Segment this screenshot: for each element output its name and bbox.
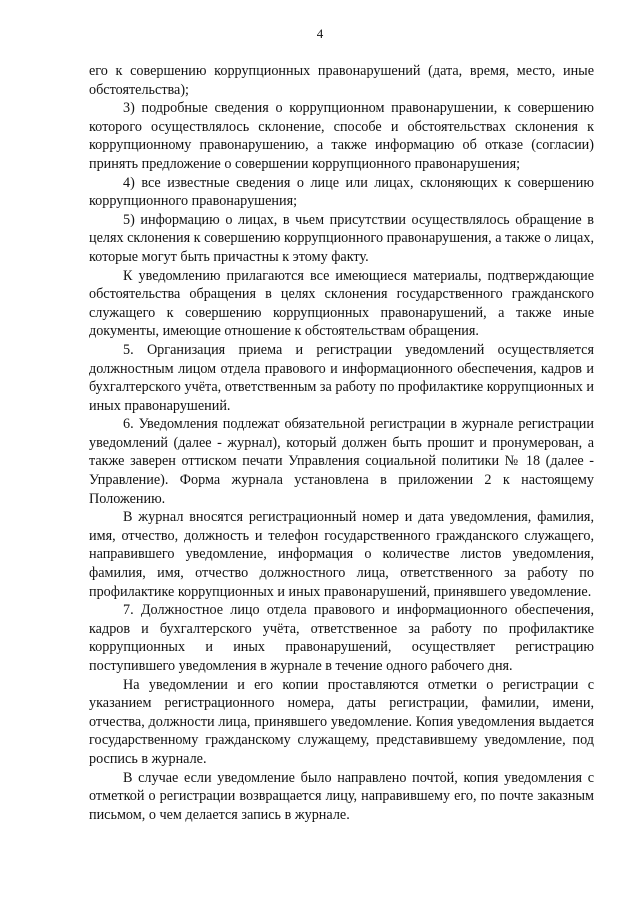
paragraph-attachments: К уведомлению прилагаются все имеющиеся материалы, подтверждающие обстоятельства обращения в целях склонения государственного гражданского служащего к совершению коррупционных правонарушений, а также иные документы, имеющие отношение к обстоятельствам обращения. [89,267,594,340]
paragraph-registration-marks: На уведомлении и его копии проставляются отметки о регистрации с указанием регистрационного номера, даты регистрации, фамилии, имени, отчества, должности лица, принявшего уведомление. Копия уведомления выдается государственному гражданскому служащему, представившему уведомление, под роспись в журнале. [89,676,594,767]
paragraph-postal-case: В случае если уведомление было направлено почтой, копия уведомления с отметкой о регистрации возвращается лицу, направившему его, по почте заказным письмом, о чем делается запись в журнале. [89,769,594,823]
paragraph-item-4: 4) все известные сведения о лице или лицах, склоняющих к совершению коррупционного правонарушения; [89,174,594,210]
paragraph-clause-6: 6. Уведомления подлежат обязательной регистрации в журнале регистрации уведомлений (далее - журнал), который должен быть прошит и пронумерован, а также заверен оттиском печати Управления социальной политики № 18 (далее - Управление). Форма журнала установлена в приложении 2 к настоящему Положению. [89,416,594,507]
page-number: 4 [316,26,324,41]
paragraph-clause-7: 7. Должностное лицо отдела правового и информационного обеспечения, кадров и бухгалтерского учёта, ответственное за работу по профилактике коррупционных и иных правонарушений, осуществляет регистрацию поступившего уведомления в журнале в течение одного рабочего дня. [89,602,594,674]
paragraph-continuation: его к совершению коррупционных правонарушений (дата, время, место, иные обстоятельства); [89,63,594,98]
paragraph-clause-5: 5. Организация приема и регистрации уведомлений осуществляется должностным лицом отдела правового и информационного обеспечения, кадров и бухгалтерского учёта, ответственным за работу по профилактике коррупционных и иных правонарушений. [89,341,594,414]
paragraph-item-5: 5) информацию о лицах, в чьем присутствии осуществлялось обращение в целях склонения к совершению коррупционного правонарушения, а также о лицах, которые могут быть причастны к этому факту. [89,211,594,265]
paragraph-journal-entries: В журнал вносятся регистрационный номер и дата уведомления, фамилия, имя, отчество, должность и телефон государственного гражданского служащего, направившего уведомление, информация о количестве листов уведомления, фамилия, имя, отчество должностного лица, ответственного за работу по профилактике коррупционных и иных правонарушений, принявшего уведомление. [89,509,594,600]
document-body [89,62,594,824]
paragraph-item-3: 3) подробные сведения о коррупционном правонарушении, к совершению которого осуществлялось склонение, способе и обстоятельствах склонения к коррупционному правонарушению, а также информацию об отказе (согласии) принять предложение о совершении коррупционного правонарушения; [89,100,594,172]
